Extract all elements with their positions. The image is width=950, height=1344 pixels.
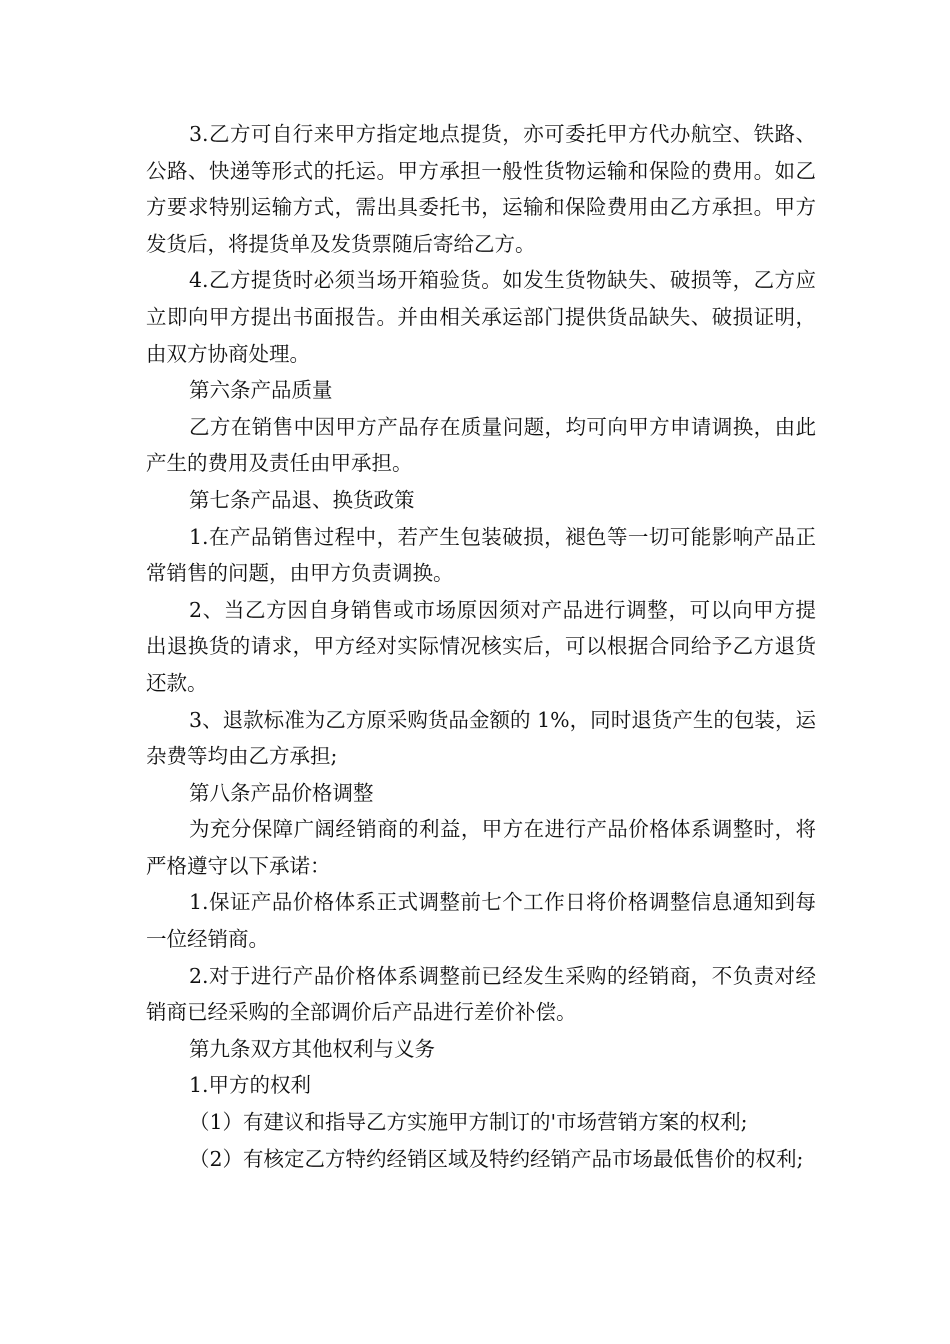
paragraph-returns-1: 1.在产品销售过程中，若产生包装破损，褪色等一切可能影响产品正常销售的问题，由甲方负责调换。 [146,524,816,586]
paragraph-right-1: （1）有建议和指导乙方实施甲方制订的'市场营销方案的权利; [189,1110,748,1135]
heading-article-8-pricing: 第八条产品价格调整 [189,780,374,805]
paragraph-returns-2: 2、当乙方因自身销售或市场原因须对产品进行调整，可以向甲方提出退换货的请求，甲方经对实际情况核实后，可以根据合同给予乙方退货还款。 [146,597,816,695]
heading-article-9-rights: 第九条双方其他权利与义务 [189,1036,435,1061]
paragraph-pricing-intro: 为充分保障广阔经销商的利益，甲方在进行产品价格体系调整时，将严格遵守以下承诺： [146,817,816,878]
paragraph-inspection: 4.乙方提货时必须当场开箱验货。如发生货物缺失、破损等，乙方应立即向甲方提出书面报告。并由相关承运部门提供货品缺失、破损证明，由双方协商处理。 [146,268,816,366]
paragraph-right-2: （2）有核定乙方特约经销区域及特约经销产品市场最低售价的权利; [189,1146,804,1171]
heading-article-7-returns: 第七条产品退、换货政策 [189,487,415,512]
paragraph-delivery-method: 3.乙方可自行来甲方指定地点提货，亦可委托甲方代办航空、铁路、公路、快递等形式的托运。甲方承担一般性货物运输和保险的费用。如乙方要求特别运输方式，需出具委托书，运输和保险费用由乙方承担。甲方发货后，将提货单及发货票随后寄给乙方。 [146,122,816,256]
paragraph-pricing-2: 2.对于进行产品价格体系调整前已经发生采购的经销商，不负责对经销商已经采购的全部调价后产品进行差价补偿。 [146,963,816,1025]
paragraph-party-a-rights: 1.甲方的权利 [189,1073,312,1098]
heading-article-6-quality: 第六条产品质量 [189,378,333,403]
paragraph-quality-exchange: 乙方在销售中因甲方产品存在质量问题，均可向甲方申请调换，由此产生的费用及责任由甲承担。 [146,414,816,476]
paragraph-pricing-1: 1.保证产品价格体系正式调整前七个工作日将价格调整信息通知到每一位经销商。 [146,890,816,952]
document-body [146,116,816,1177]
paragraph-returns-3: 3、退款标准为乙方原采购货品金额的 1%，同时退货产生的包装，运杂费等均由乙方承担; [146,707,816,769]
